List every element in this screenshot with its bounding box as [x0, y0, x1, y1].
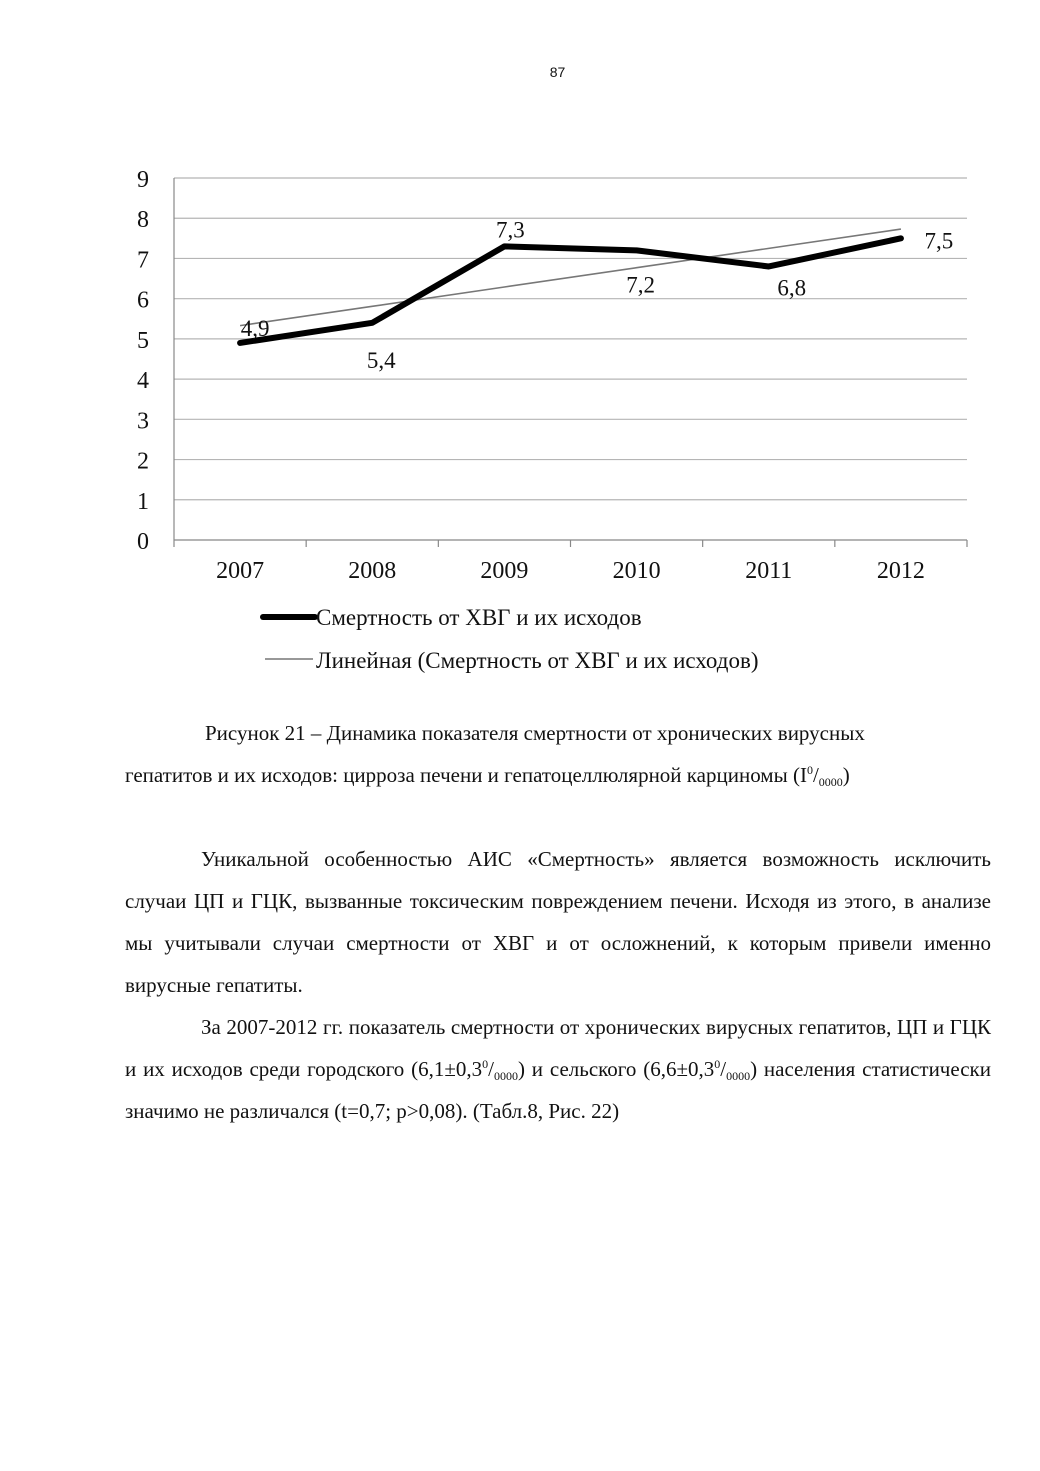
- y-tick-label: 6: [137, 287, 149, 314]
- caption-end: ): [842, 763, 850, 787]
- data-label: 6,8: [777, 275, 807, 301]
- x-tick-label: 2012: [876, 558, 925, 584]
- p2-part-c: ) населения статистически значимо не различался (t=0,7; p>0,08). (Табл.8, Рис. 22): [125, 1057, 991, 1123]
- y-tick-label: 3: [137, 408, 149, 435]
- caption-slash: /: [812, 763, 819, 787]
- caption-sup: 0: [806, 763, 813, 777]
- data-label: 7,3: [496, 217, 525, 243]
- y-tick-label: 7: [137, 247, 149, 274]
- p2-sup-a: 0: [482, 1057, 489, 1071]
- x-tick-label: 2008: [348, 558, 397, 584]
- y-tick-label: 0: [137, 529, 149, 555]
- line-chart: [0, 150, 1040, 690]
- y-tick-label: 9: [137, 167, 149, 193]
- page-number: 87: [549, 64, 566, 80]
- legend-label-main: Смертность от ХВГ и их исходов: [316, 605, 642, 630]
- y-tick-label: 5: [137, 327, 149, 354]
- data-label: 5,4: [366, 347, 396, 373]
- paragraph-1: Уникальной особенностью АИС «Смертность» является возможность исключить случаи ЦП и ГЦК, вызванные токсическим повреждением печени. Исходя из этого, в анализе мы учитывали случаи смертности от ХВГ и от осложнений, к которым привели именно вирусные гепатиты.: [125, 847, 991, 997]
- caption-line-2: [125, 754, 991, 796]
- chart-gridlines: [174, 178, 967, 500]
- y-tick-label: 8: [137, 207, 149, 234]
- caption-line-1: Рисунок 21 – Динамика показателя смертности от хронических вирусных: [205, 721, 865, 745]
- y-tick-label: 2: [137, 448, 149, 475]
- p2-slash-b: /: [720, 1057, 727, 1081]
- x-tick-labels: [216, 558, 925, 584]
- data-label: 7,5: [924, 228, 954, 254]
- data-labels: [241, 217, 954, 372]
- body-text: [125, 838, 991, 1132]
- data-label: 4,9: [240, 315, 270, 341]
- p2-part-a: За 2007-2012 гг. показатель смертности от хронических вирусных гепатитов, ЦП и ГЦК и их исходов среди городского (6,1±0,3: [125, 1015, 991, 1081]
- x-tick-label: 2011: [745, 558, 793, 584]
- p2-sub-a: 0000: [493, 1069, 518, 1083]
- p2-slash-a: /: [488, 1057, 494, 1081]
- p2-sup-b: 0: [714, 1057, 721, 1071]
- chart-axes: [174, 178, 967, 547]
- legend-label-trend: Линейная (Смертность от ХВГ и их исходов): [316, 648, 759, 673]
- data-label: 7,2: [626, 272, 655, 298]
- x-tick-label: 2009: [480, 558, 529, 584]
- x-tick-label: 2007: [216, 558, 265, 584]
- y-tick-labels: [137, 167, 149, 555]
- x-tick-label: 2010: [612, 558, 661, 584]
- y-tick-label: 1: [137, 488, 149, 515]
- caption-line-2-text: гепатитов и их исходов: цирроза печени и гепатоцеллюлярной карциномы (I: [125, 763, 807, 787]
- p2-sub-b: 0000: [726, 1069, 751, 1083]
- y-tick-label: 4: [137, 368, 149, 395]
- caption-sub: 0000: [818, 775, 843, 789]
- figure-caption: [125, 712, 991, 796]
- chart-legend: [263, 605, 758, 673]
- p2-part-b: ) и сельского (6,6±0,3: [517, 1057, 715, 1081]
- paragraph-2: [125, 1006, 991, 1132]
